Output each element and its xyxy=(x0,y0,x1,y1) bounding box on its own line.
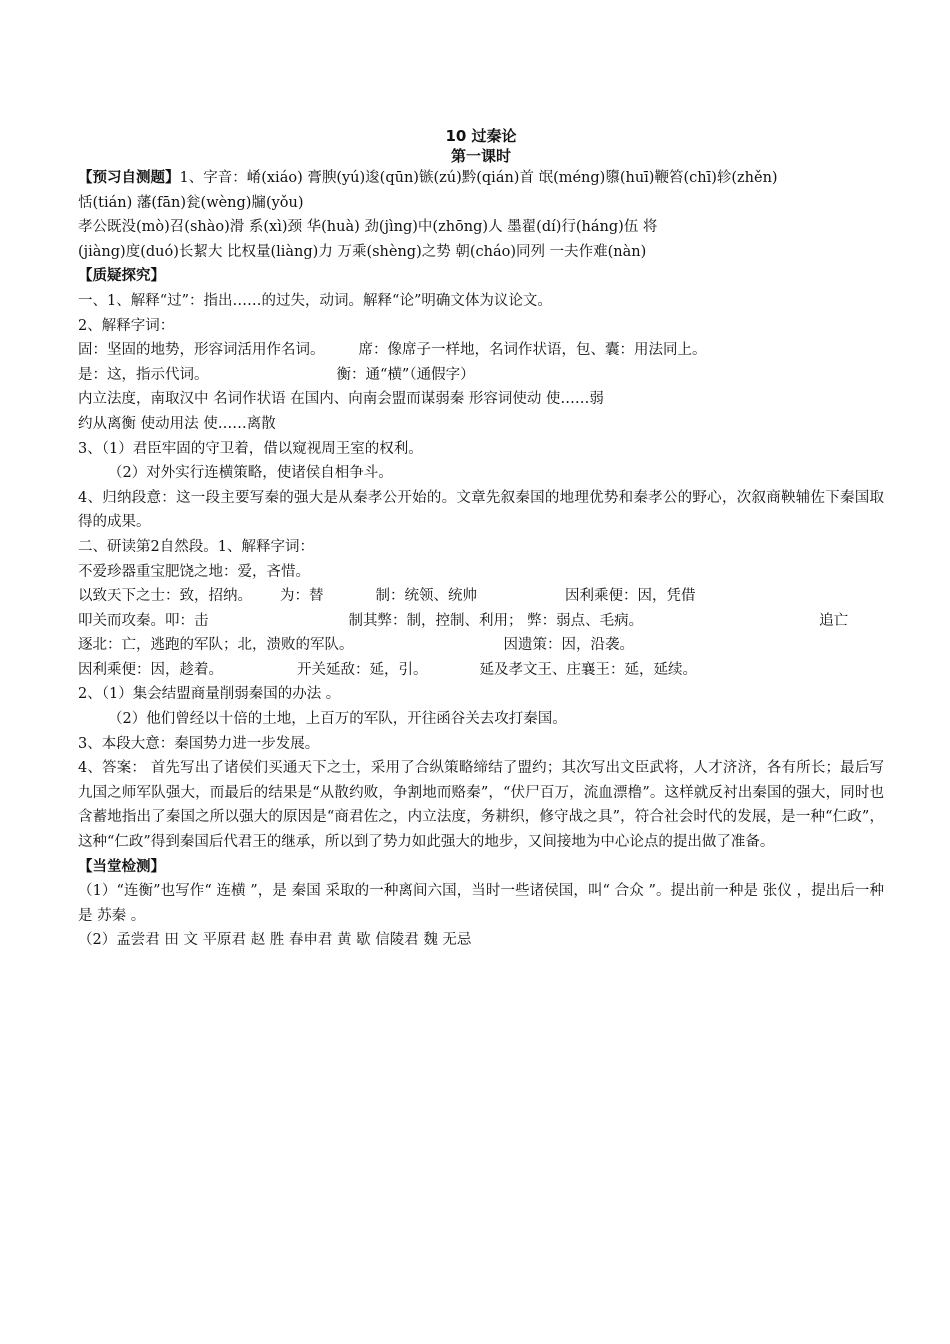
shi-definition: 是：这，指示代词。 xyxy=(78,366,209,383)
inquiry-line-3 xyxy=(78,338,884,363)
section2-line-5 xyxy=(78,633,884,658)
gu-definition: 固：坚固的地势，形容词活用作名词。 xyxy=(78,342,325,359)
preview-line-1 xyxy=(78,166,884,191)
section2-line-3 xyxy=(78,584,884,609)
check-question-2: （2）孟尝君 田 文 平原君 赵 胜 春申君 黄 歇 信陵君 魏 无忌 xyxy=(78,932,472,949)
bi-definition: 制其弊：制，控制、利用； 弊：弱点、毛病。 xyxy=(348,612,644,629)
zhi-definition: 以致天下之士：致，招纳。 xyxy=(78,588,252,605)
wei-definition: 为：替 xyxy=(280,588,324,605)
section2-line-7: 2、（1）集会结盟商量削弱秦国的办法 。 xyxy=(78,686,341,703)
xi-definition: 席：像席子一样地，名词作状语，包、囊：用法同上。 xyxy=(358,342,707,359)
yinli-definition: 因利乘便：因，趁着。 xyxy=(78,661,223,678)
document-subtitle: 第一课时 xyxy=(450,147,511,165)
inquiry-line-4 xyxy=(78,363,884,388)
check-question-1: （1）“连衡”也写作“ 连横 ”，是 秦国 采取的一种离间六国，当时一些诸侯国，叫“ 合众 ”。提出前一种是 张仪 ，提出后一种是 苏秦 。 xyxy=(78,883,884,924)
yinyice-definition: 因遗策：因，沿袭。 xyxy=(503,637,634,654)
pronunciation-line-4: (jiàng)度(duó)长絜大 比权量(liàng)力 万乘(shèng)之势 朝(cháo)同列 一夫作难(nàn) xyxy=(78,243,647,260)
section2-answer-paragraph: 4、答案： 首先写出了诸侯们买通天下之士，采用了合纵策略缔结了盟约；其次写出文臣武将，人才济济，各有所长；最后写九国之师军队强大，而最后的结果是“从散约败，争割地而赂秦”，“伏尸百万，流血漂橹”。这样就反衬出秦国的强大，同时也含蓄地指出了秦国之所以强大的原因是“商君佐之，内立法度，务耕织，修守战之具”，符合社会时代的发展，是一种“仁政”，这种“仁政”得到秦国后代君王的继承，所以到了势力如此强大的地步，又间接地为中心论点的提出做了准备。 xyxy=(78,760,884,851)
pronunciation-line-1: 1、字音：崤(xiáo) 膏腴(yú)逡(qūn)镞(zú)黔(qián)首 氓(méng)隳(huī)鞭笞(chī)轸(zhěn) xyxy=(179,170,778,186)
preview-heading: 【预习自测题】 xyxy=(78,170,180,186)
section2-line-8: （2）他们曾经以十倍的土地，上百万的军队，开往函谷关去攻打秦国。 xyxy=(108,711,567,728)
check-heading: 【当堂检测】 xyxy=(78,858,165,875)
kou-definition: 叩关而攻秦。叩：击 xyxy=(78,612,209,629)
inquiry-line-2: 2、解释字词： xyxy=(78,317,175,334)
inquiry-line-7: 3、（1）君臣牢固的守卫着，借以窥视周王室的权利。 xyxy=(78,440,423,457)
zhuiwang-term: 追亡 xyxy=(819,612,849,629)
inquiry-heading: 【质疑探究】 xyxy=(78,268,165,285)
yanji-definition: 延及孝文王、庄襄王：延，延续。 xyxy=(479,661,697,678)
pronunciation-line-3: 孝公既没(mò)召(shào)滑 系(xì)颈 华(huà) 劲(jìng)中(zhōng)人 墨翟(dí)行(háng)伍 将 xyxy=(78,219,658,236)
zhi2-definition: 制：统领、统帅 xyxy=(375,588,477,605)
section2-line-4 xyxy=(78,609,884,634)
inquiry-line-8: （2）对外实行连横策略，使诸侯自相争斗。 xyxy=(108,465,393,482)
section2-line-1: 二、研读第2自然段。1、解释字词： xyxy=(78,538,314,555)
inquiry-line-1: 一、1、解释“过”：指出……的过失，动词。解释“论”明确文体为议论文。 xyxy=(78,292,552,309)
pronunciation-line-2: 恬(tián) 藩(fān)瓮(wèng)牖(yǒu) xyxy=(78,194,304,211)
section2-line-9: 3、本段大意：秦国势力进一步发展。 xyxy=(78,735,320,752)
heng-definition: 衡：通“横”（通假字） xyxy=(336,366,475,383)
inquiry-line-6: 约从离衡 使动用法 使……离散 xyxy=(78,415,276,432)
inquiry-paragraph-summary: 4、归纳段意：这一段主要写秦的强大是从秦孝公开始的。文章先叙秦国的地理优势和秦孝公的野心，次叙商鞅辅佐下秦国取得的成果。 xyxy=(78,489,884,531)
yin-definition: 因利乘便：因，凭借 xyxy=(565,588,696,605)
document-title: 10 过秦论 xyxy=(445,127,517,145)
section2-line-2: 不爱珍器重宝肥饶之地：爱，吝惜。 xyxy=(78,563,310,580)
yan-definition: 开关延敌：延，引。 xyxy=(297,661,428,678)
section2-line-6 xyxy=(78,658,884,683)
document-page xyxy=(78,126,884,953)
inquiry-line-5: 内立法度，南取汉中 名词作状语 在国内、向南会盟而谋弱秦 形容词使动 使……弱 xyxy=(78,391,604,408)
zhubei-definition: 逐北：亡，逃跑的军队；北，溃败的军队。 xyxy=(78,637,354,654)
